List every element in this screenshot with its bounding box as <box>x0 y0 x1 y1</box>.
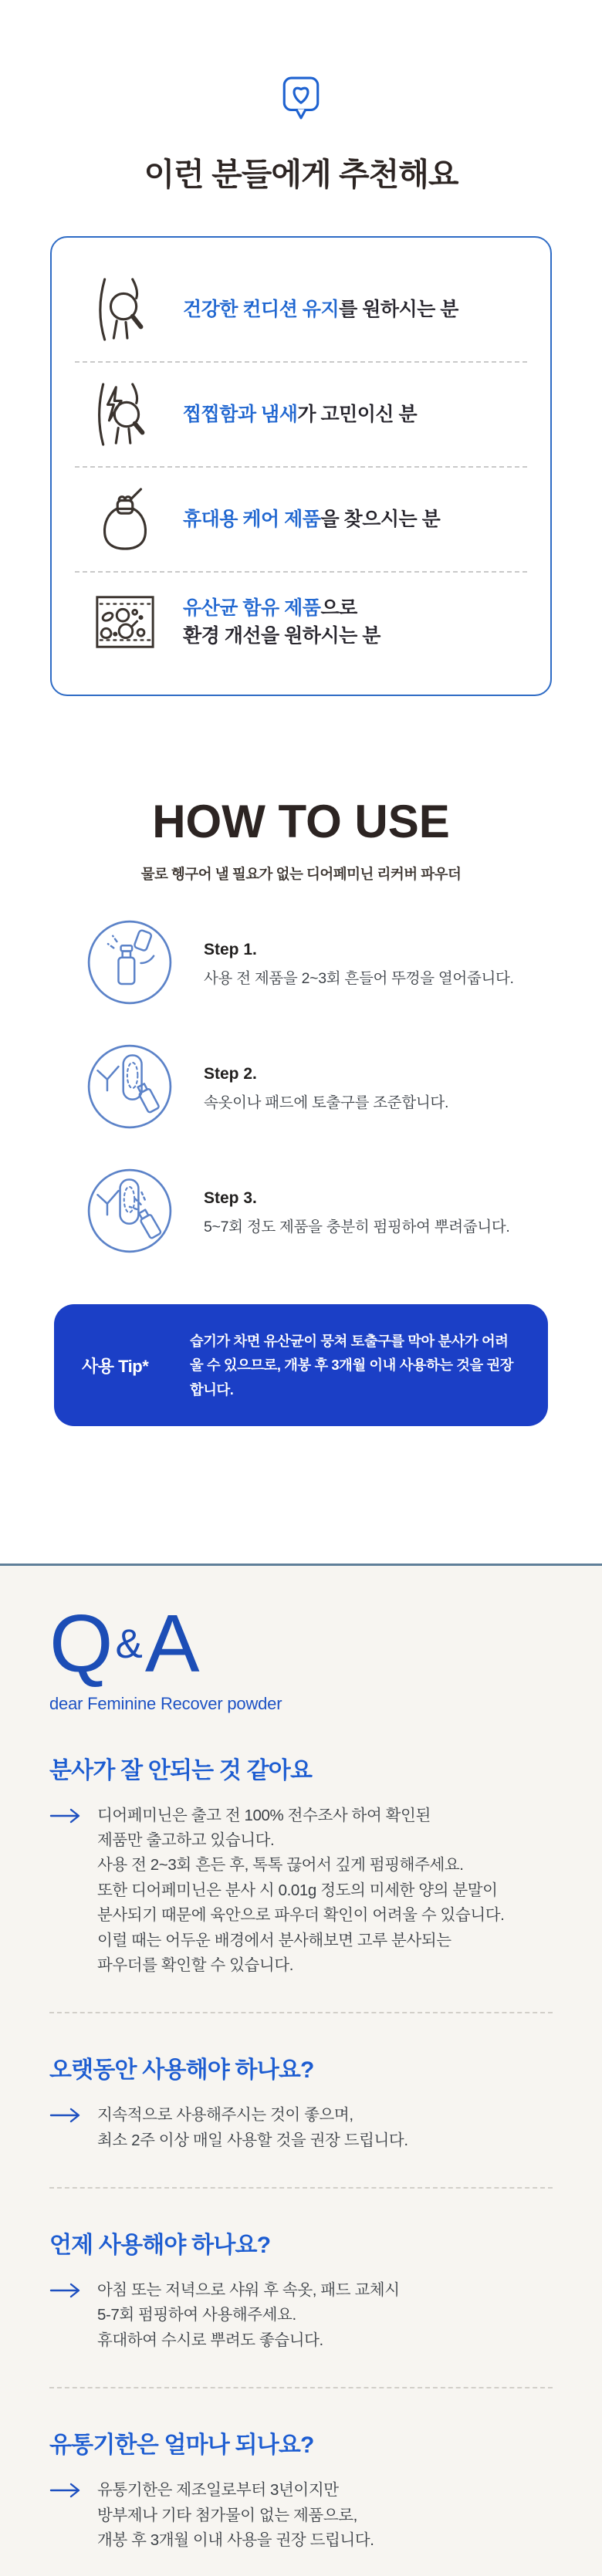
step-label: Step 3. <box>204 1189 257 1207</box>
recommend-item-text: 찝찝함과 냄새가 고민이신 분 <box>183 403 418 425</box>
heart-bubble-icon <box>282 76 320 126</box>
lactobacillus-icon <box>90 591 160 653</box>
recommend-item-text: 유산균 함유 제품으로 환경 개선을 원하시는 분 <box>183 597 380 647</box>
step-item <box>86 1043 602 1134</box>
step-label: Step 2. <box>204 1065 257 1083</box>
arrow-icon <box>49 2482 86 2553</box>
qna-answer <box>49 1804 553 1979</box>
arrow-icon <box>49 1807 86 1979</box>
qna-logo: Q&A <box>49 1598 201 1690</box>
highlighted-text: 찝찝함과 냄새 <box>183 403 298 425</box>
highlighted-text: 휴대용 케어 제품 <box>183 508 321 530</box>
tip-label: 사용 Tip* <box>82 1356 149 1376</box>
dashed-divider <box>75 466 527 468</box>
step-item <box>86 1168 602 1258</box>
arrow-icon <box>49 2107 86 2153</box>
recommend-title: 이런 분들에게 추천해요 <box>144 157 458 192</box>
step-description: 5~7회 정도 제품을 충분히 펌핑하여 뿌려줍니다. <box>204 1219 510 1236</box>
arrow-icon <box>49 2282 86 2353</box>
step-2-icon <box>86 1043 173 1134</box>
qna-question: 언제 사용해야 하나요? <box>49 2233 271 2259</box>
steps-list <box>0 919 602 1258</box>
qna-question: 오랫동안 사용해야 하나요? <box>49 2057 314 2084</box>
recommend-item <box>52 366 550 463</box>
portable-pouch-icon <box>90 486 160 553</box>
step-description: 속옷이나 패드에 토출구를 조준합니다. <box>204 1094 449 1111</box>
step-text-block <box>204 1189 510 1236</box>
how-to-use-section <box>0 696 602 1426</box>
qna-answer-text: 지속적으로 사용해주시는 것이 좋으며, 최소 2주 이상 매일 사용할 것을 권장 드립니다. <box>97 2106 408 2149</box>
dashed-divider <box>49 2387 553 2388</box>
qna-answer-text: 디어페미닌은 출고 전 100% 전수조사 하여 확인된 제품만 출고하고 있습니다. 사용 전 2~3회 흔든 후, 톡톡 끊어서 깊게 펌핑해주세요. 또한 디어페미닌은 분사 시 0.01g 정도의 미세한 양의 분말이 분사되기 때문에 육안으로 파우더 확인이 어려울 수 있습니다. 이럴 때는 어두운 배경에서 분사해보면 고루 분사되는 파우더를 확인할 수 있습니다. <box>97 1806 505 1974</box>
highlighted-text: 건강한 컨디션 유지 <box>183 298 340 320</box>
qna-answer <box>49 2278 553 2353</box>
qna-answer <box>49 2478 553 2553</box>
body-search-icon <box>90 276 160 343</box>
recommend-item <box>52 261 550 358</box>
qna-question: 유통기한은 얼마나 되나요? <box>49 2432 314 2459</box>
dashed-divider <box>75 361 527 363</box>
step-text-block <box>204 941 514 988</box>
step-1-icon <box>86 919 173 1009</box>
how-to-use-title: HOW TO USE <box>152 796 450 847</box>
recommend-item <box>52 471 550 568</box>
how-to-use-subtitle: 물로 헹구어 낼 필요가 없는 디어페미닌 리커버 파우더 <box>140 866 462 882</box>
recommend-box <box>50 236 552 696</box>
usage-tip-box <box>54 1304 548 1426</box>
qna-answer <box>49 2103 553 2153</box>
qna-list <box>49 1751 553 2554</box>
step-label: Step 1. <box>204 941 257 958</box>
dashed-divider <box>75 571 527 573</box>
recommend-item-text: 건강한 컨디션 유지를 원하시는 분 <box>183 298 458 320</box>
qna-section <box>0 1566 602 2576</box>
step-3-icon <box>86 1168 173 1258</box>
ampersand: & <box>115 1621 144 1668</box>
recommend-section <box>0 0 602 696</box>
recommend-item <box>52 576 550 668</box>
dashed-divider <box>49 2187 553 2189</box>
highlighted-text: 유산균 함유 제품 <box>183 597 321 619</box>
step-description: 사용 전 제품을 2~3회 흔들어 뚜껑을 열어줍니다. <box>204 970 514 987</box>
body-lightning-icon <box>90 381 160 448</box>
qna-subtitle: dear Feminine Recover powder <box>49 1693 282 1713</box>
qna-answer-text: 유통기한은 제조일로부터 3년이지만 방부제나 기타 첨가물이 없는 제품으로, 개봉 후 3개월 이내 사용을 권장 드립니다. <box>97 2481 374 2549</box>
tip-text: 습기가 차면 유산균이 뭉쳐 토출구를 막아 분사가 어려울 수 있으므로, 개봉 후 3개월 이내 사용하는 것을 권장합니다. <box>190 1333 514 1398</box>
dashed-divider <box>49 2012 553 2013</box>
qna-answer-text: 아침 또는 저녁으로 샤워 후 속옷, 패드 교체시 5-7회 펌핑하여 사용해주세요. 휴대하여 수시로 뿌려도 좋습니다. <box>97 2281 400 2349</box>
recommend-item-text: 휴대용 케어 제품을 찾으시는 분 <box>183 508 441 530</box>
step-item <box>86 919 602 1009</box>
qna-question: 분사가 잘 안되는 것 같아요 <box>49 1757 313 1783</box>
step-text-block <box>204 1065 448 1112</box>
